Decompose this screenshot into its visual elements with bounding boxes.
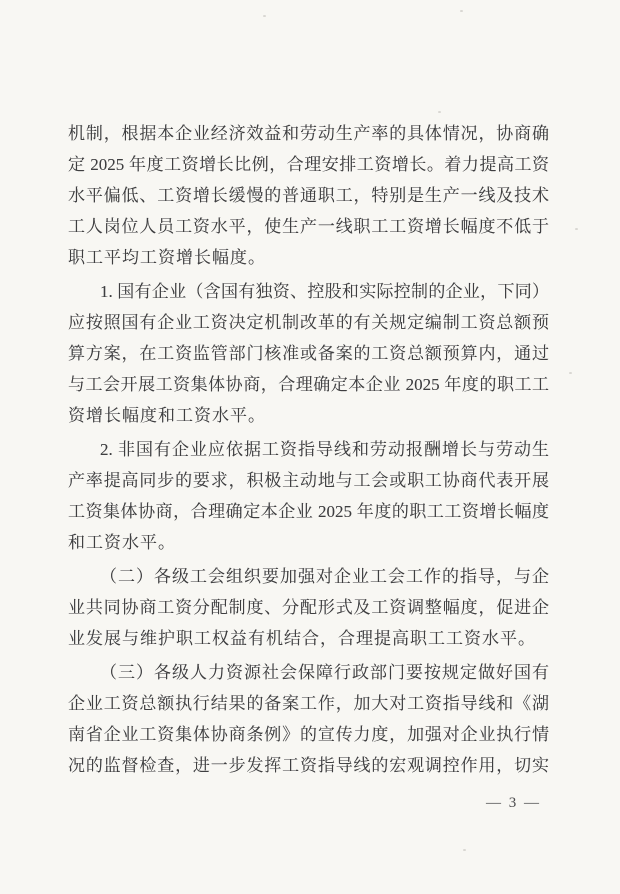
text-line: （三）各级人力资源社会保障行政部门要按规定做好国有 [100,663,549,682]
text-line: 与工会开展工资集体协商，合理确定本企业 2025 年度的职工工 [68,375,549,394]
page-number: — 3 — [486,795,541,811]
scan-speckle [575,228,578,230]
text-line: 况的监督检查，进一步发挥工资指导线的宏观调控作用，切实 [68,756,549,775]
text-line: 工人岗位人员工资水平，使生产一线职工工资增长幅度不低于 [68,217,549,236]
text-line: 1. 国有企业（含国有独资、控股和实际控制的企业，下同） [100,282,549,301]
text-line: 南省企业工资集体协商条例》的宣传力度，加强对企业执行情 [68,725,549,744]
text-line: 水平偏低、工资增长缓慢的普通职工，特别是生产一线及技术 [68,186,549,205]
paragraph [68,434,549,558]
text-line: 业共同协商工资分配制度、分配形式及工资调整幅度，促进企 [68,598,549,617]
text-line: 工资集体协商，合理确定本企业 2025 年度的职工工资增长幅度 [68,502,549,521]
paragraph [68,657,549,781]
text-line: 应按照国有企业工资决定机制改革的有关规定编制工资总额预 [68,313,549,332]
text-line: 2. 非国有企业应依据工资指导线和劳动报酬增长与劳动生 [100,440,549,459]
text-line: 企业工资总额执行结果的备案工作，加大对工资指导线和《湖 [68,694,549,713]
text-line: 资增长幅度和工资水平。 [68,406,266,425]
paragraph [68,561,549,654]
document-body [68,118,549,781]
paragraph [68,118,549,273]
text-line: 职工平均工资增长幅度。 [68,248,266,267]
scan-speckle [438,111,441,113]
text-line: 机制，根据本企业经济效益和劳动生产率的具体情况，协商确 [68,124,549,143]
scan-speckle [463,849,466,851]
paragraph [68,276,549,431]
text-line: 算方案，在工资监管部门核准或备案的工资总额预算内，通过 [68,344,549,363]
text-line: 产率提高同步的要求，积极主动地与工会或职工协商代表开展 [68,471,549,490]
scan-speckle [569,372,572,374]
text-line: （二）各级工会组织要加强对企业工会工作的指导，与企 [100,567,549,586]
text-line: 和工资水平。 [68,533,176,552]
scan-speckle [460,10,463,12]
scan-speckle [263,15,266,17]
text-line: 定 2025 年度工资增长比例，合理安排工资增长。着力提高工资 [68,155,549,174]
text-line: 业发展与维护职工权益有机结合，合理提高职工工资水平。 [68,629,536,648]
